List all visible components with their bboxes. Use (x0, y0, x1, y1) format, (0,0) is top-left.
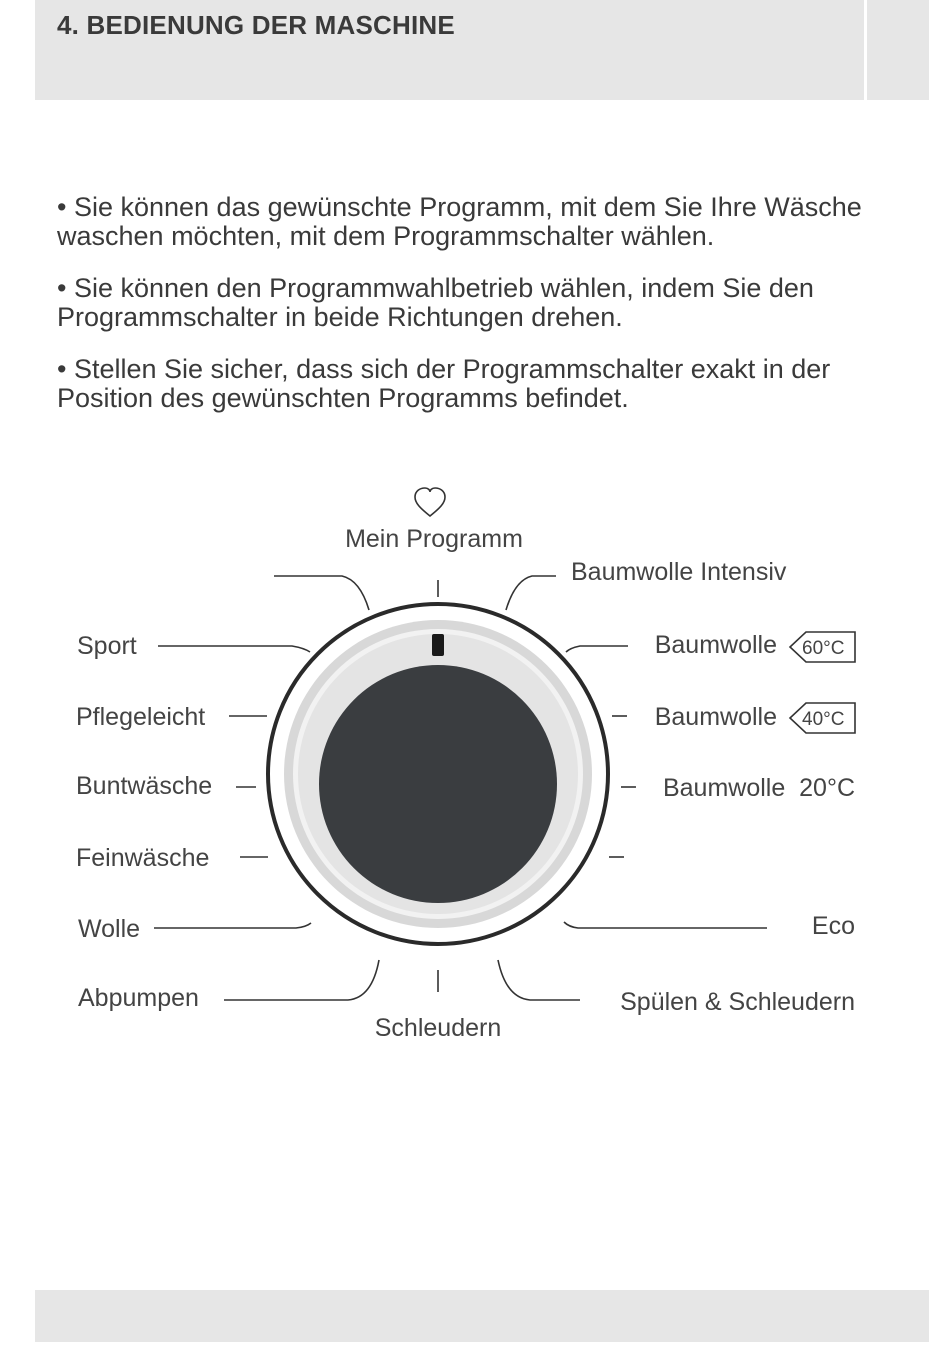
label-spuelen-schleudern: Spülen & Schleudern (620, 988, 855, 1016)
label-baumwolle-intensiv: Baumwolle Intensiv (571, 558, 787, 586)
label-baumwolle-40: Baumwolle (654, 703, 777, 731)
instruction-item: • Sie können das gewünschte Programm, mit dem Sie Ihre Wäsche waschen möchten, mit dem Programmschalter wählen. (57, 192, 862, 251)
footer-band (35, 1290, 929, 1342)
label-abpumpen: Abpumpen (78, 984, 199, 1012)
section-title: 4. BEDIENUNG DER MASCHINE (57, 10, 455, 40)
label-buntwaesche: Buntwäsche (76, 772, 213, 800)
label-sport: Sport (77, 632, 137, 660)
label-baumwolle-60: Baumwolle (654, 631, 777, 659)
label-pflegeleicht: Pflegeleicht (76, 703, 206, 731)
program-selector-knob[interactable] (268, 604, 608, 944)
label-schleudern: Schleudern (374, 1014, 502, 1042)
instruction-item: • Stellen Sie sicher, dass sich der Programmschalter exakt in der Position des gewünschten Programms befindet. (57, 354, 831, 413)
label-mein-programm: Mein Programm (345, 525, 523, 553)
heart-icon (415, 488, 445, 516)
temp-label-40: 40°C (802, 709, 845, 730)
instruction-item: • Sie können den Programmwahlbetrieb wählen, indem Sie den Programmschalter in beide Richtungen drehen. (57, 273, 814, 332)
dial-pointer (432, 634, 444, 656)
label-eco: Eco (811, 912, 855, 940)
label-feinwaesche: Feinwäsche (76, 844, 210, 872)
temp-label-60: 60°C (802, 638, 845, 659)
label-wolle: Wolle (78, 915, 141, 943)
label-baumwolle-20: Baumwolle 20°C (662, 774, 855, 802)
